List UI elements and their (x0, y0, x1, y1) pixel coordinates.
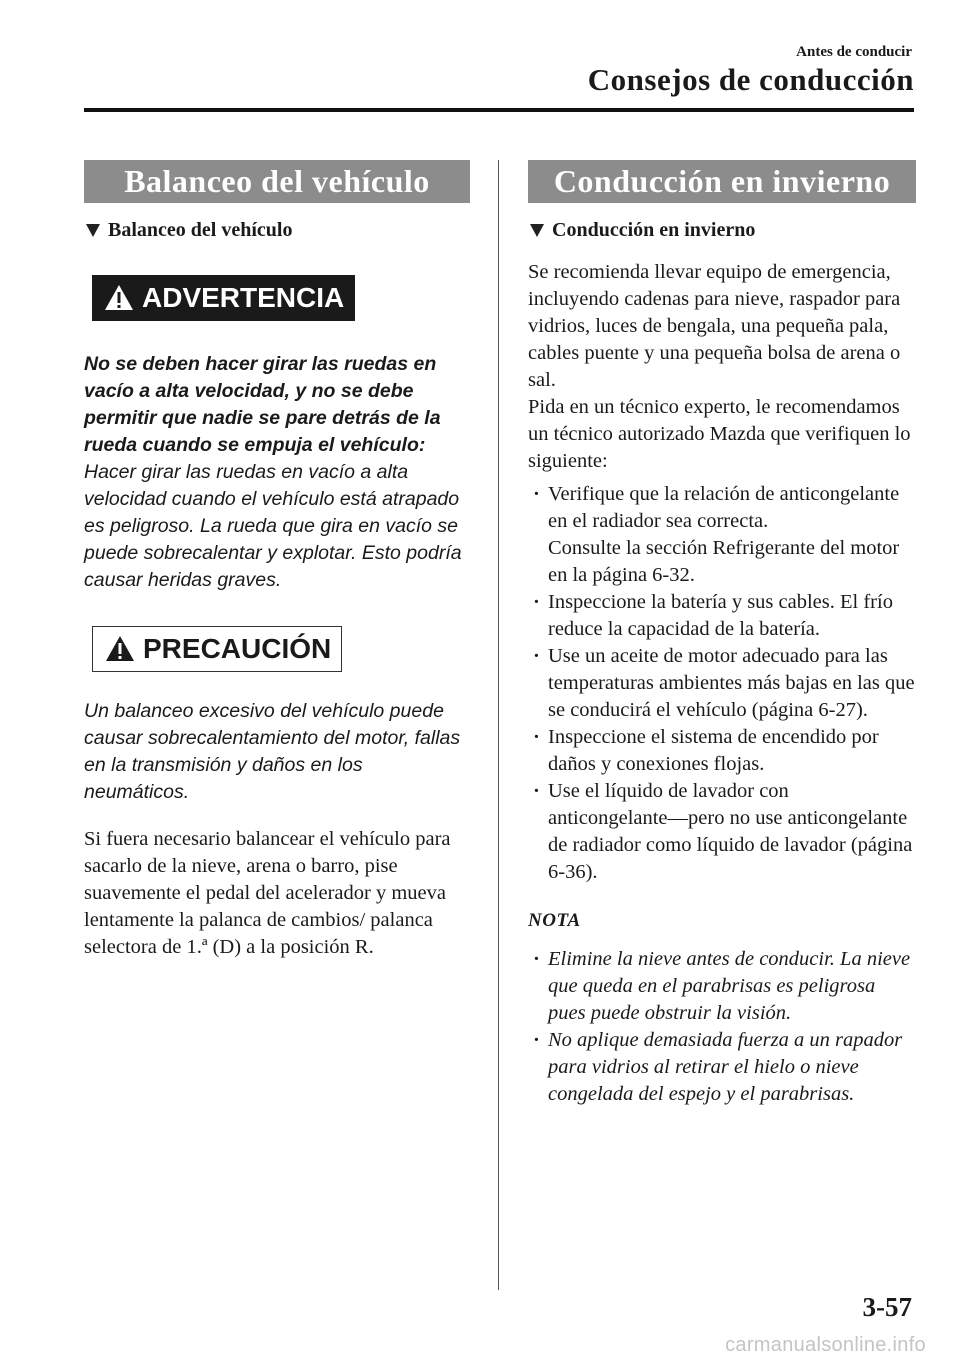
column-divider (498, 160, 499, 1290)
subhead-winter (528, 217, 916, 243)
caution-text: Un balanceo excesivo del vehículo puede causar sobrecalentamiento del motor, fallas en la transmisión y daños en los neumáticos. (84, 700, 461, 803)
winter-checklist (528, 481, 916, 886)
winter-intro-2: Pida en un técnico experto, le recomendamos un técnico autorizado Mazda que verifiquen lo siguiente: (528, 396, 911, 472)
note-item: · Elimine la nieve antes de conducir. La nieve que queda en el parabrisas es peligrosa pues puede obstruir la visión. (528, 946, 916, 1027)
subhead-label: Conducción en invierno (552, 218, 756, 241)
exclamation-triangle-icon (105, 635, 135, 663)
list-item: · Inspeccione la batería y sus cables. El frío reduce la capacidad de la batería. (528, 589, 916, 643)
list-item: · Use el líquido de lavador con anticongelante―pero no use anticongelante de radiador como líquido de lavador (página 6-36). (528, 778, 916, 886)
note-label: NOTA (528, 910, 581, 931)
page-number: 3-57 (862, 1292, 912, 1322)
warning-body-text: Hacer girar las ruedas en vacío a alta velocidad cuando el vehículo está atrapado es peligroso. La rueda que gira en vacío se puede sobrecalentar y explotar. Esto podría causar heridas graves. (84, 461, 462, 591)
header-rule (84, 108, 914, 112)
subhead-label: Balanceo del vehículo (108, 218, 293, 241)
caution-box (92, 626, 342, 672)
subhead-rocking (84, 217, 470, 243)
winter-intro-1: Se recomienda llevar equipo de emergencia, incluyendo cadenas para nieve, raspador para vidrios, luces de bengala, una pequeña pala, cables puente y una pequeña bolsa de arena o sal. (528, 261, 901, 391)
list-item: · Verifique que la relación de anticongelante en el radiador sea correcta. Consulte la sección Refrigerante del motor en la página 6-32. (528, 481, 916, 589)
triangle-down-icon (86, 224, 100, 237)
triangle-down-icon (530, 224, 544, 237)
list-item: · Inspeccione el sistema de encendido por daños y conexiones flojas. (528, 724, 916, 778)
warning-label: ADVERTENCIA (142, 282, 345, 313)
warning-text (84, 351, 470, 594)
section-banner-rocking: Balanceo del vehículo (84, 160, 470, 203)
note-item: · No aplique demasiada fuerza a un rapador para vidrios al retirar el hielo o nieve congelada del espejo y el parabrisas. (528, 1027, 916, 1108)
caution-label: PRECAUCIÓN (143, 633, 332, 664)
header-section: Antes de conducir (796, 44, 912, 60)
note-list (528, 946, 916, 1108)
section-banner-winter: Conducción en invierno (528, 160, 916, 203)
watermark: carmanualsonline.info (725, 1334, 926, 1356)
list-item: · Use un aceite de motor adecuado para las temperaturas ambientes más bajas en las que se conducirá el vehículo (página 6-27). (528, 643, 916, 724)
list-item-reference: Consulte la sección Refrigerante del motor en la página 6-32. (548, 537, 900, 586)
right-column (528, 160, 916, 1108)
rocking-body-text: Si fuera necesario balancear el vehículo para sacarlo de la nieve, arena o barro, pise suavemente el pedal del acelerador y mueva lentamente la palanca de cambios/ palanca selectora de 1.ª (D) a la posición R. (84, 828, 451, 958)
left-column (84, 160, 470, 961)
exclamation-triangle-icon (104, 284, 134, 312)
warning-bold-text: No se deben hacer girar las ruedas en vacío a alta velocidad, y no se debe permitir que nadie se pare detrás de la rueda cuando se empuja el vehículo: (84, 353, 441, 456)
warning-box (92, 275, 355, 321)
header-title: Consejos de conducción (587, 62, 914, 97)
